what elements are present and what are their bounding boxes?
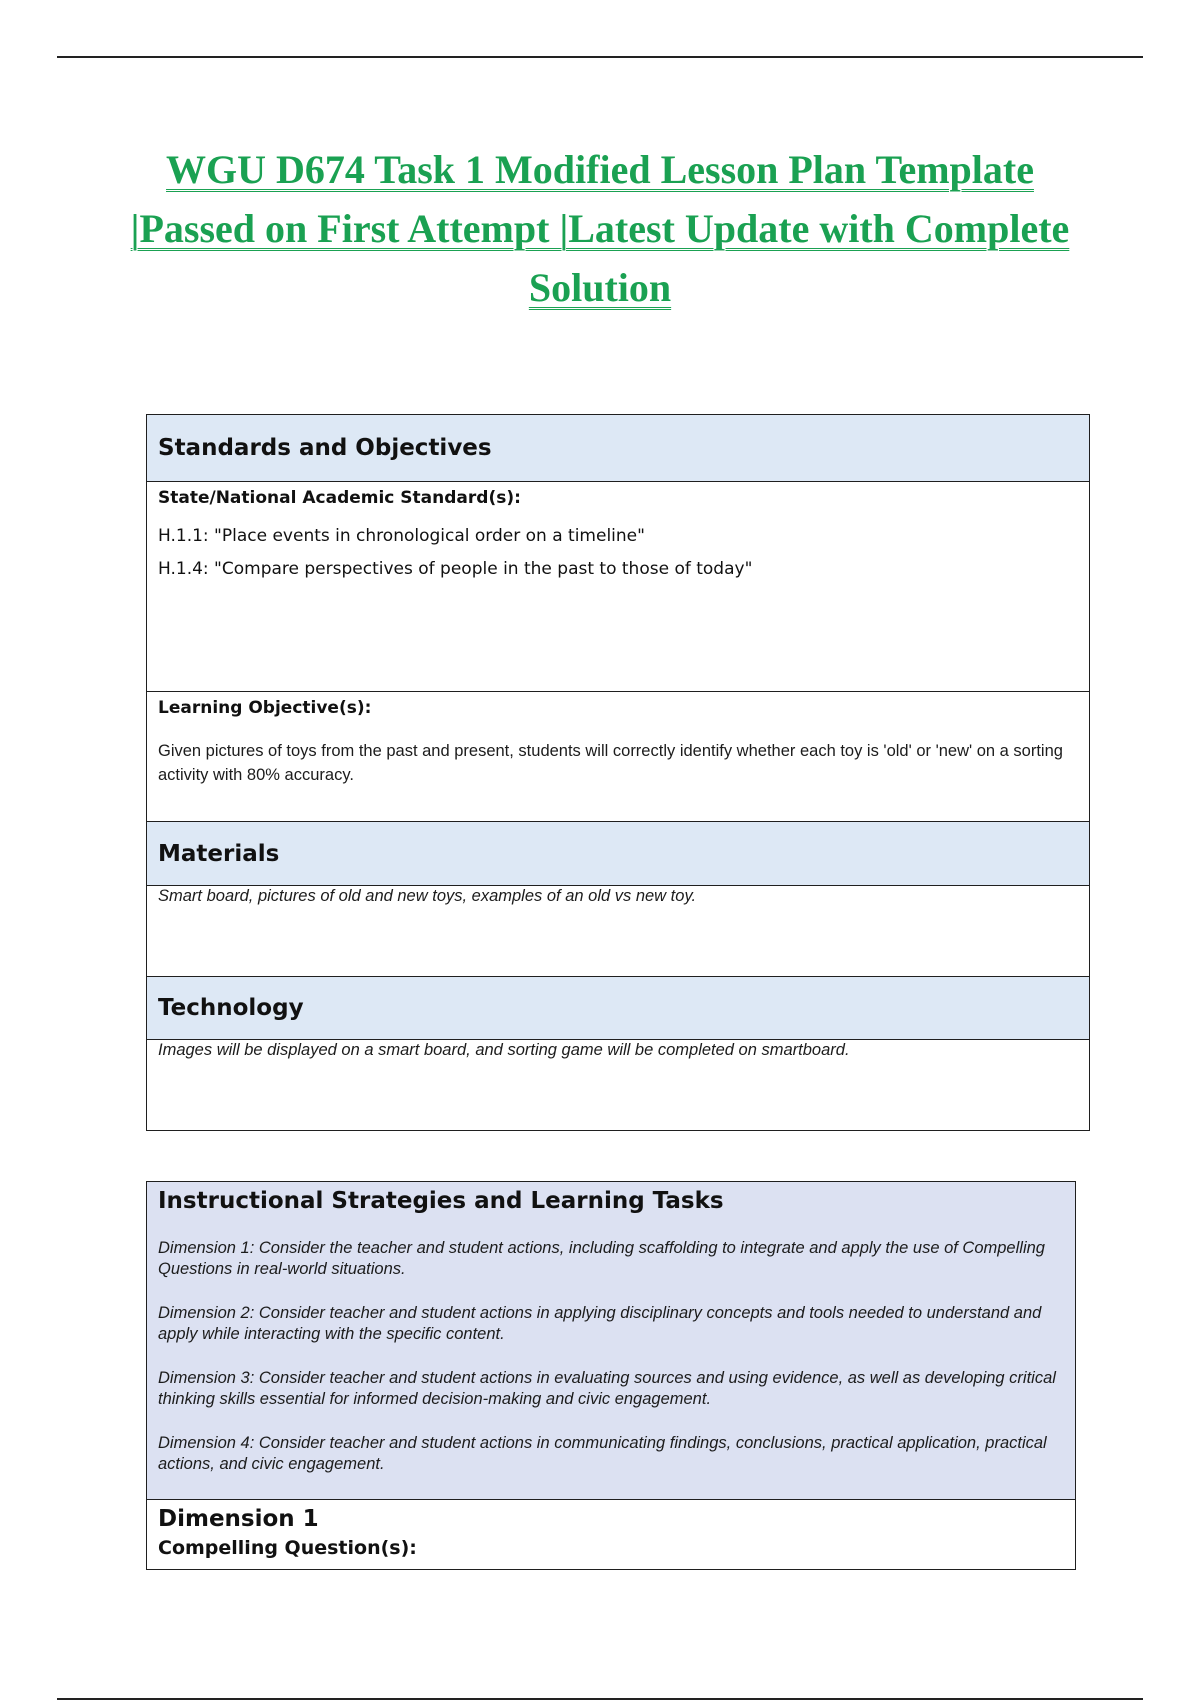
standards-list [158,520,1078,586]
materials-heading: Materials [147,822,1090,886]
standards-objectives-heading: Standards and Objectives [147,415,1090,482]
dimension-1-cell [147,1500,1076,1570]
technology-heading: Technology [147,977,1090,1040]
technology-cell [147,1040,1090,1131]
dimension-description: Dimension 2: Consider teacher and student actions in applying disciplinary concepts and tools needed to understand and apply while interacting with the specific content. [158,1304,1042,1343]
standards-cell [147,482,1090,692]
objective-text: Given pictures of toys from the past and present, students will correctly identify whether each toy is 'old' or 'new' on a sorting activity with 80% accuracy. [158,742,1063,784]
top-rule [57,56,1143,58]
standard-item: H.1.1: "Place events in chronological order on a timeline" [158,526,645,546]
standards-label: State/National Academic Standard(s): [158,488,521,508]
lesson-plan-table [146,414,1090,1131]
instructional-heading: Instructional Strategies and Learning Tasks [158,1188,724,1214]
objectives-label: Learning Objective(s): [158,698,372,718]
dimension-description: Dimension 1: Consider the teacher and student actions, including scaffolding to integrate and apply the use of Compelling Questions in real-world situations. [158,1239,1045,1278]
materials-cell [147,886,1090,977]
objectives-cell [147,692,1090,822]
dimension-1-heading: Dimension 1 [158,1506,319,1532]
document-title: WGU D674 Task 1 Modified Lesson Plan Template |Passed on First Attempt |Latest Update with Complete Solution [130,147,1070,310]
standard-item: H.1.4: "Compare perspectives of people in the past to those of today" [158,559,753,579]
compelling-question-label: Compelling Question(s): [158,1537,417,1559]
dimension-description: Dimension 3: Consider teacher and student actions in evaluating sources and using evidence, as well as developing critical thinking skills essential for informed decision-making and civic engagement. [158,1369,1056,1408]
materials-text: Smart board, pictures of old and new toys, examples of an old vs new toy. [158,887,697,905]
instructional-strategies-cell [147,1182,1076,1500]
instructional-table [146,1181,1076,1570]
technology-text: Images will be displayed on a smart board, and sorting game will be completed on smartboard. [158,1041,850,1059]
dimension-description: Dimension 4: Consider teacher and student actions in communicating findings, conclusions, practical application, practical actions, and civic engagement. [158,1434,1047,1473]
